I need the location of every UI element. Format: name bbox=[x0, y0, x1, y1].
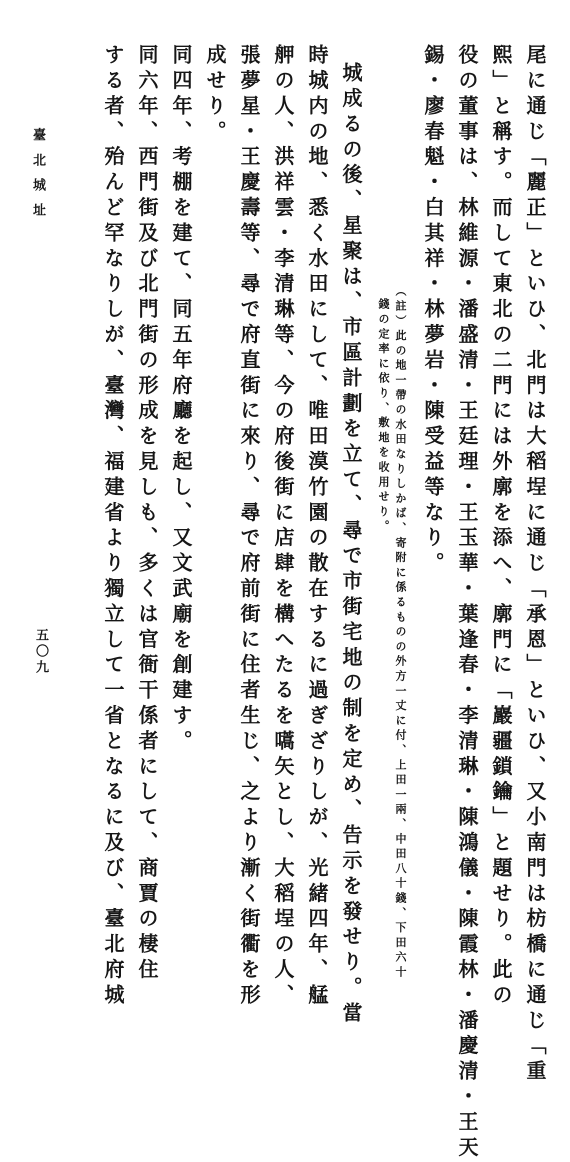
text-column-3: 役の董事は、林維源・潘盛清・王廷理・王玉華・葉逢春・李清琳・陳鴻儀・陳霞林・潘慶清・王天 bbox=[455, 44, 479, 1162]
text-column-5: 城成るの後、星聚は、市區計劃を立て、尋で市街宅地の制を定め、告示を發せり。當 bbox=[339, 62, 363, 1028]
text-column-4: 錫・廖春魁・白其祥・林夢岩・陳受益等なり。 bbox=[421, 44, 445, 578]
text-column-8: 張夢星・王慶壽等、尋で府直街に來り、尋で府前街に住者生じ、之より漸く街衢を形 bbox=[237, 44, 261, 1010]
text-column-10: 同四年、考棚を建て、同五年府廳を起し、又文武廟を創建す。 bbox=[169, 44, 193, 756]
footnote-line-1: （註）此の地一帶の水田なりしかば、寄附に係るものの外方一丈に付、上田一兩、中田八十錢、下田六十 bbox=[394, 285, 407, 981]
text-column-11: 同六年、西門街及び北門街の形成を見しも、多くは官衙干係者にして、商賈の棲住 bbox=[135, 44, 159, 984]
page-number: 五〇九 bbox=[33, 628, 48, 676]
footnote-line-2: 錢の定率に依り、敷地を收用せり。 bbox=[377, 298, 390, 535]
text-column-2: 熙」と稱す。而して東北の二門には外廓を添へ、廓門に「巖疆鎖鑰」と題せり。此の bbox=[489, 44, 513, 1010]
running-header: 臺北城址 bbox=[30, 128, 45, 228]
text-column-1: 尾に通じ「麗正」といひ、北門は大稻埕に通じ「承恩」といひ、又小南門は枋橋に通じ「重 bbox=[523, 44, 547, 1086]
text-column-9: 成せり。 bbox=[203, 44, 227, 146]
text-column-12: する者、殆んど罕なりしが、臺灣、福建省より獨立して一省となるに及び、臺北府城 bbox=[101, 44, 125, 1010]
text-column-6: 時城内の地、悉く水田にして、唯田漠竹園の散在するに過ぎざりしが、光緒四年、艋 bbox=[305, 44, 329, 1010]
text-column-7: 舺の人、洪祥雲・李清琳等、今の府後街に店肆を構へたるを嚆矢とし、大稻埕の人、 bbox=[271, 44, 295, 1010]
